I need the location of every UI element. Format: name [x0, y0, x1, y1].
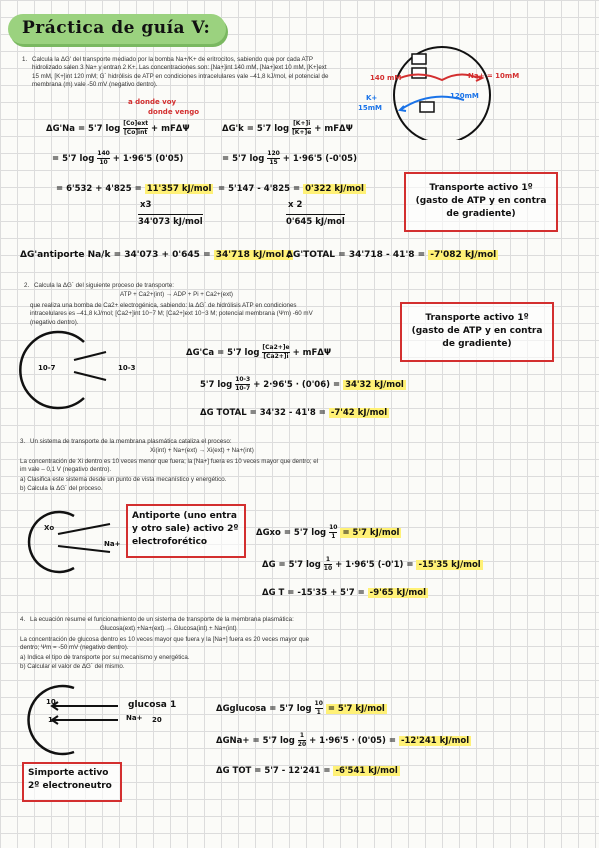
q4-eq3: ΔG TOT = 5'7 - 12'241 = -6'541 kJ/mol [216, 766, 398, 776]
q2-statement-2: que realiza una bomba de Ca2+ electrogénica, sabiendo: la ΔG´ de hidrólisis ATP en condiciones intracelulares es –41,8 kJ/mol; [Ca2+]int 10−7 M; [Ca2+]ext 10−3 M; potencial membrana (Ψm) -60 mV (negativo dentro). [30, 302, 313, 326]
q1-diagram-k-in: 120mM [450, 92, 479, 100]
q2-ca-out: 10-3 [118, 364, 136, 372]
q4-eq2: ΔGNa+ = 5'7 log $\frac{1}{20}$ + 1·96'5 · (0'05) = -12'241 kJ/mol [216, 732, 470, 748]
q2-classification-box: Transporte activo 1º (gasto de ATP y en contra de gradiente) [400, 302, 554, 362]
q4-eq1: ΔGglucosa = 5'7 log $\frac{10}{1}$ = 5'7 kJ/mol [216, 700, 385, 716]
q3-na-out: Na+ [104, 540, 121, 548]
q1-membrane-diagram [360, 40, 520, 140]
q1-mult-k: x 2 [288, 200, 303, 210]
q4-na-in: 1 [48, 716, 53, 724]
q1-result-k: = 5'147 - 4'825 = 0'322 kJ/mol [218, 184, 364, 194]
q3-eq3: ΔG T = -15'35 + 5'7 = -9'65 kJ/mol [262, 588, 427, 598]
q3-reaction: Xi(int) + Na+(ext) → Xi(ext) + Na+(int) [150, 447, 254, 454]
q1-number: 1. [22, 56, 28, 63]
page-title: Práctica de guía V: [22, 18, 211, 38]
q3-classification-box: Antiporte (uno entra y otro sale) activo 2º electroforético [126, 504, 246, 558]
q1-statement: Calcula la ΔG' del transporte mediado por la bomba Na+/K+ de eritrocitos, sabiendo que por cada ATP hidrolizado salen 3 Na+ y entran 2 K+. Las concentraciones son: [Na+]int 140 mM, [Na+]ext 10 mM, [K+]ext 15 mM, [K+]int 120 mM; G´ hidrólisis de ATP en condiciones intracelulares vale –41,8 kJ/mol, el potencial de membrana (m) vale -50 mV (negativo dentro). [32, 56, 329, 89]
q1-annotation-from: donde vengo [148, 108, 200, 116]
q1-eq-na: ΔG'Na = 5'7 log $\frac{\text{[Co]ext}}{\text{[Co]int}}$ + mFΔΨ [46, 120, 190, 136]
q4-glucose-out: glucosa 1 [128, 700, 177, 710]
q4-statement-1: La ecuación resume el funcionamiento de un sistema de transporte de la membrana plasmática: [30, 616, 294, 623]
q1-sub-k: = 5'7 log $\frac{120}{15}$ + 1·96'5 (-0'05) [222, 150, 357, 166]
q4-na-out-value: 20 [152, 716, 162, 724]
q3-number: 3. [20, 438, 26, 445]
q4-glucose-in: 10 [46, 698, 56, 706]
q3-statement-1: Un sistema de transporte de la membrana plasmática cataliza el proceso: [30, 438, 232, 445]
q4-reaction: Glucosa(ext) +Na+(ext) → Glucosa(int) + Na+(int) [100, 625, 237, 632]
q1-diagram-k-out: 15mM [358, 104, 383, 112]
q1-diagram-na-out: Na+ = 10mM [468, 72, 520, 80]
q4-classification-box: Simporte activo 2º electroneutro [22, 762, 122, 802]
q4-number: 4. [20, 616, 26, 623]
q2-statement-1: Calcula la ΔG´ del siguiente proceso de transporte: [34, 282, 174, 289]
q2-eq1: ΔG'Ca = 5'7 log $\frac{[Ca2+]e}{[Ca2+]i}$ + mFΔΨ [186, 344, 332, 360]
q3-statement-2: La concentración de Xi dentro es 10 veces menor que fuera; la [Na+] fuera es 10 veces mayor que dentro; el im vale – 0,1 V (negativo dentro). [20, 458, 319, 474]
q4-part-a: a) Indica el tipo de transporte por su mecanismo y energética. [20, 654, 190, 661]
q3-part-a: a) Clasifica este sistema desde un punto de vista mecanístico y energético. [20, 476, 227, 483]
q1-eq-k: ΔG'k = 5'7 log $\frac{[K+]i}{[K+]e}$ + mFΔΨ [222, 120, 353, 136]
q2-eq3: ΔG TOTAL = 34'32 - 41'8 = -7'42 kJ/mol [200, 408, 388, 418]
q1-sub-na: = 5'7 log $\frac{140}{10}$ + 1·96'5 (0'05) [52, 150, 184, 166]
q3-eq2: ΔG = 5'7 log $\frac{1}{10}$ + 1·96'5 (-0'1) = -15'35 kJ/mol [262, 556, 481, 572]
q2-eq2: 5'7 log $\frac{10-3}{10-7}$ + 2·96'5 · (0'06) = 34'32 kJ/mol [200, 376, 404, 392]
q1-diagram-na-in: 140 mM [370, 74, 402, 82]
q3-eq1: ΔGxo = 5'7 log $\frac{10}{1}$ = 5'7 kJ/mol [256, 524, 400, 540]
q1-total-na: 34'073 kJ/mol [138, 214, 203, 227]
q1-diagram-k-ion: K+ [366, 94, 378, 102]
q1-total-k: 0'645 kJ/mol [286, 214, 345, 227]
q3-part-b: b) Calcula la ΔG´ del proceso. [20, 485, 103, 492]
q4-cell-diagram [12, 680, 132, 760]
q1-mult-na: x3 [140, 200, 152, 210]
q4-statement-2: La concentración de glucosa dentro es 10 veces mayor que fuera y la [Na+] fuera es 20 veces mayor que dentro; Ψm = -50 mV (negativo dentro). [20, 636, 310, 652]
q4-part-b: b) Calcular el valor de ΔG´ del mismo. [20, 663, 125, 670]
q4-na-out-label: Na+ [126, 714, 143, 722]
q2-cell-diagram [14, 330, 134, 410]
q3-x-in: Xo [44, 524, 55, 532]
q1-antiporte: ΔG'antiporte Na/k = 34'073 + 0'645 = 34'718 kJ/mol ; [20, 250, 291, 260]
q1-total: ΔG'TOTAL = 34'718 - 41'8 = -7'082 kJ/mol [286, 250, 497, 260]
q1-annotation-to: a donde voy [128, 98, 177, 106]
q2-number: 2. [24, 282, 30, 289]
q2-reaction: ATP + Ca2+(int) → ADP + Pi + Ca2+(ext) [120, 291, 233, 298]
q1-classification-box: Transporte activo 1º (gasto de ATP y en contra de gradiente) [404, 172, 558, 232]
q1-result-na: = 6'532 + 4'825 = 11'357 kJ/mol [56, 184, 212, 194]
q2-ca-in: 10-7 [38, 364, 56, 372]
